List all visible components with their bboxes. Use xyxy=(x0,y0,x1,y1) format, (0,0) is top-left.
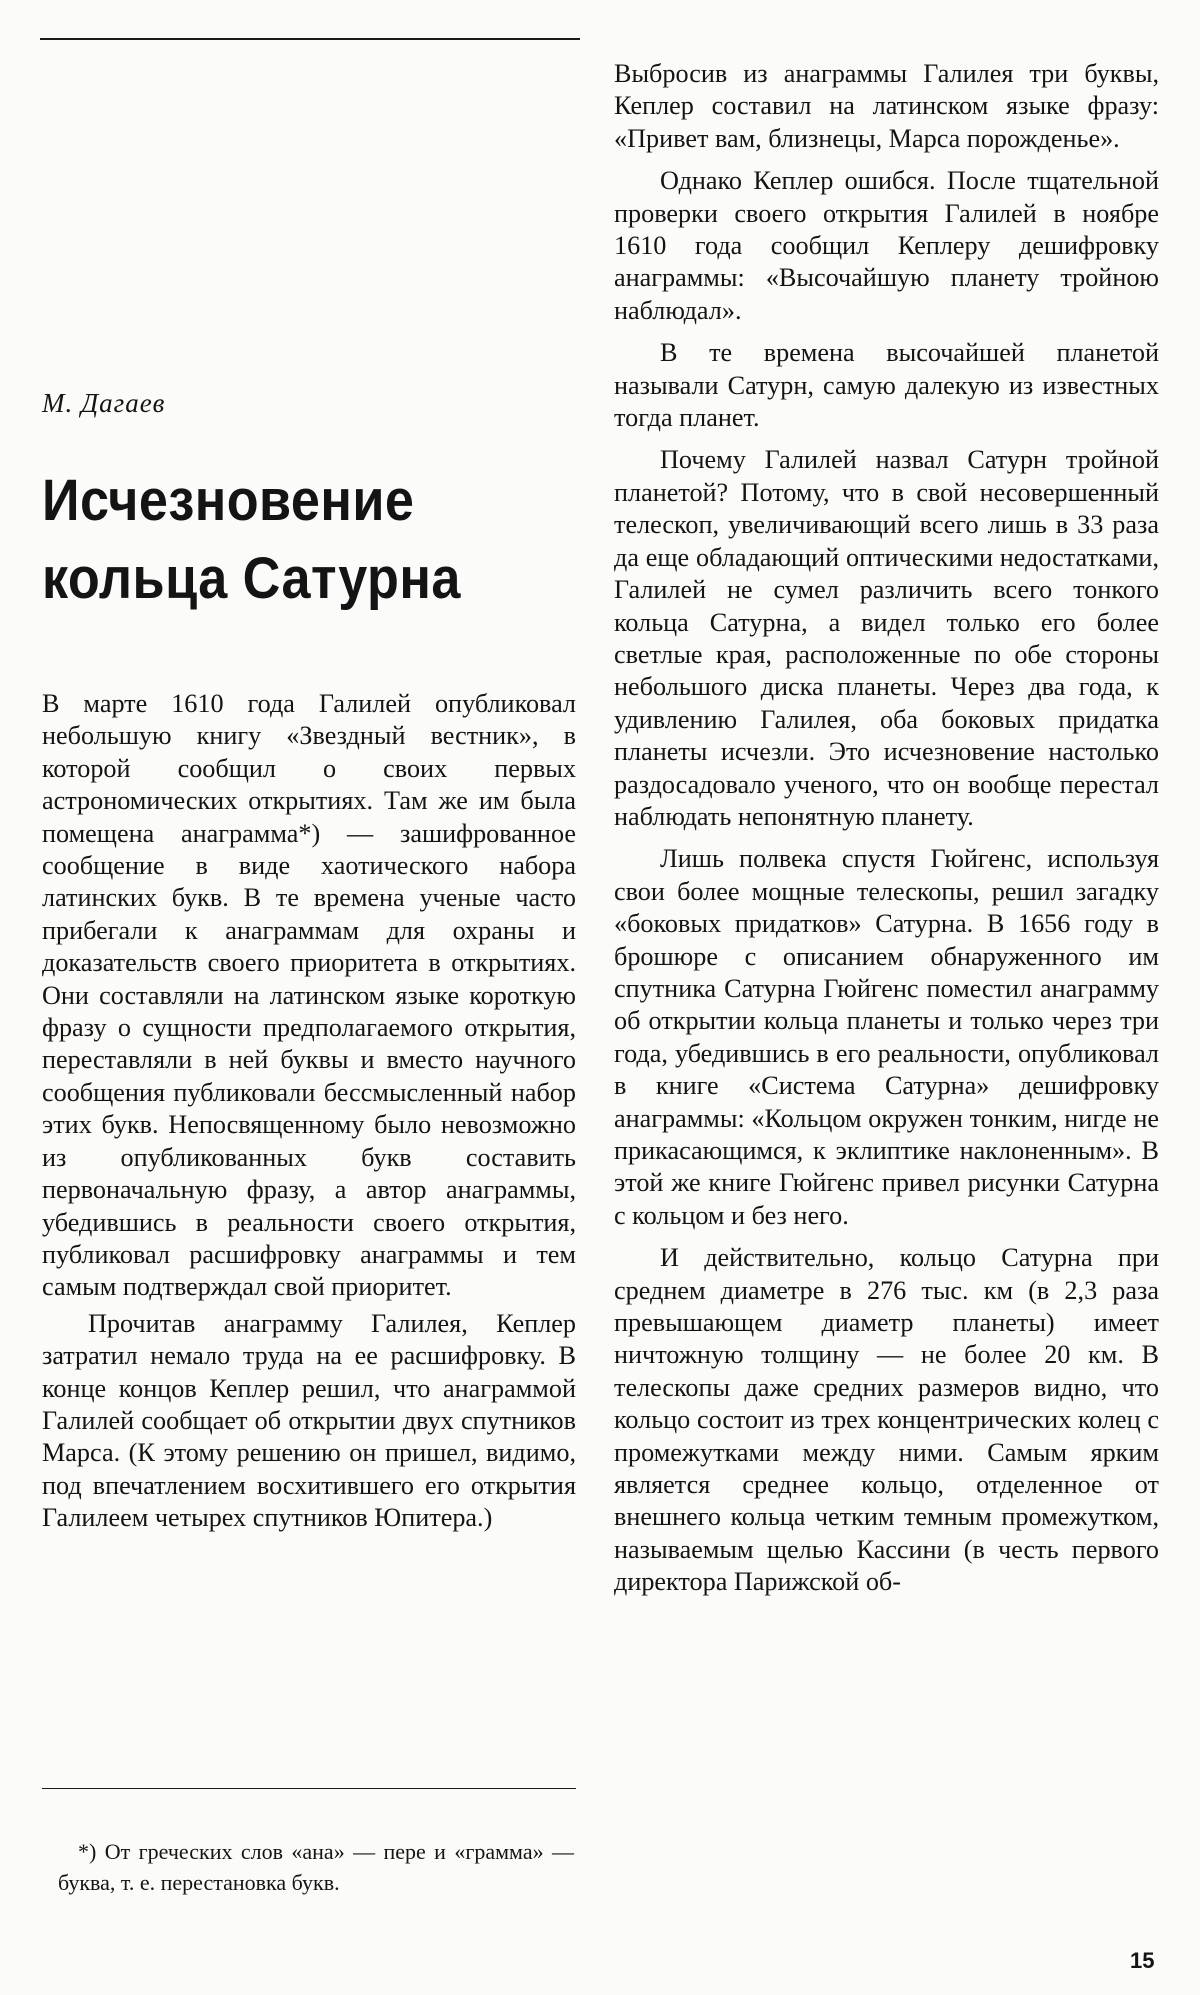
title-line-1: Исчезновение xyxy=(42,468,415,533)
title-line-2: кольца Сатурна xyxy=(42,546,461,611)
right-paragraph-2: Однако Кеплер ошибся. После тщательной проверки своего открытия Галилей в ноябре 1610 года сообщил Кеплеру дешифровку анаграммы: «Высочайшую планету тройною наблюдал». xyxy=(614,166,1159,325)
right-paragraph-3: В те времена высочайшей планетой называли Сатурн, самую далекую из известных тогда планет. xyxy=(614,338,1159,433)
right-paragraph-6: И действительно, кольцо Сатурна при среднем диаметре в 276 тыс. км (в 2,3 раза превышающем диаметр планеты) имеет ничтожную толщину — не более 20 км. В телескопы даже средних размеров видно, что кольцо состоит из трех концентрических колец с промежутками между ними. Самым ярким является среднее кольцо, отделенное от внешнего кольца четким темным промежутком, называемым щелью Кассини (в честь первого директора Парижской об- xyxy=(614,1243,1159,1597)
right-paragraph-4: Почему Галилей назвал Сатурн тройной планетой? Потому, что в свой несовершенный телескоп, увеличивающий всего лишь в 33 раза да еще обладающий оптическими недостатками, Галилей не сумел различить всего тонкого кольца Сатурна, а видел только его более светлые края, расположенные по обе стороны небольшого диска планеты. Через два года, к удивлению Галилея, оба боковых придатка планеты исчезли. Это исчезновение настолько раздосадовало ученого, что он вообще перестал наблюдать непонятную планету. xyxy=(614,445,1159,831)
left-column-body xyxy=(42,688,576,1535)
footnote: *) От греческих слов «ана» — пере и «грамма» — буква, т. е. перестановка букв. xyxy=(58,1839,574,1895)
article-author: М. Дагаев xyxy=(42,388,166,418)
article-title xyxy=(42,462,528,618)
page-number: 15 xyxy=(1130,1948,1155,1973)
right-column-body xyxy=(614,58,1159,1599)
top-rule xyxy=(40,38,580,40)
right-paragraph-1: Выбросив из анаграммы Галилея три буквы, Кеплер составил на латинском языке фразу: «Привет вам, близнецы, Марса порожденье». xyxy=(614,59,1159,153)
left-paragraph-1: В марте 1610 года Галилей опубликовал небольшую книгу «Звездный вестник», в которой сообщил о своих первых астрономических открытиях. Там же им была помещена анаграмма*) — зашифрованное сообщение в виде хаотического набора латинских букв. В те времена ученые часто прибегали к анаграммам для охраны и доказательств своего приоритета в открытиях. Они составляли на латинском языке короткую фразу о сущности предполагаемого открытия, переставляли в ней буквы и вместо научного сообщения публиковали бессмысленный набор этих букв. Непосвященному было невозможно из опубликованных букв составить первоначальную фразу, а автор анаграммы, убедившись в реальности своего открытия, публиковал расшифровку анаграммы и тем самым подтверждал свой приоритет. xyxy=(42,689,576,1302)
right-paragraph-5: Лишь полвека спустя Гюйгенс, используя свои более мощные телескопы, решил загадку «боковых придатков» Сатурна. В 1656 году в брошюре с описанием обнаруженного им спутника Сатурна Гюйгенс поместил анаграмму об открытии кольца планеты и только через три года, убедившись в его реальности, опубликовал в книге «Система Сатурна» дешифровку анаграммы: «Кольцом окружен тонким, нигде не прикасающимся, к эклиптике наклоненным». В этой же книге Гюйгенс привел рисунки Сатурна с кольцом и без него. xyxy=(614,844,1159,1230)
footnote-rule xyxy=(42,1788,576,1789)
left-paragraph-2: Прочитав анаграмму Галилея, Кеплер затратил немало труда на ее расшифровку. В конце концов Кеплер решил, что анаграммой Галилей сообщает об открытии двух спутников Марса. (К этому решению он пришел, видимо, под впечатлением восхитившего его открытия Галилеем четырех спутников Юпитера.) xyxy=(42,1308,576,1533)
